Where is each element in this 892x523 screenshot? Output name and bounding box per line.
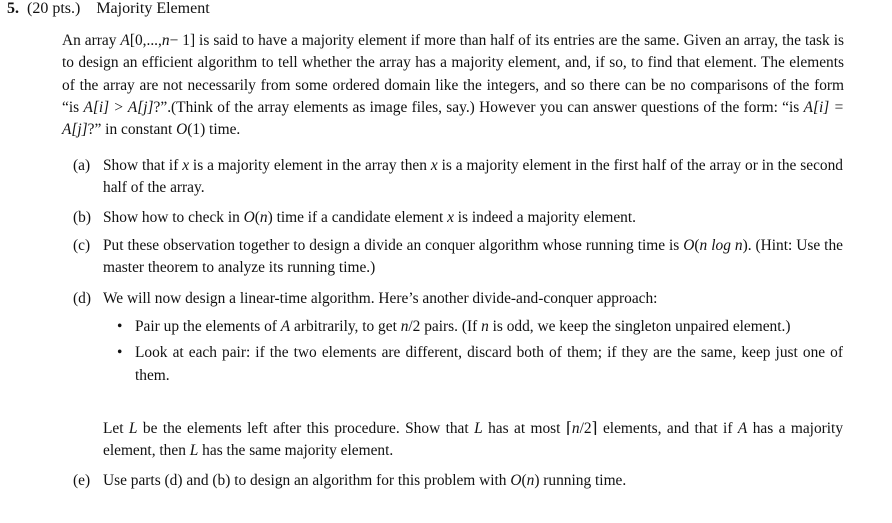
part-text: Use parts (d) and (b) to design an algorithm for this problem with — [103, 472, 511, 489]
math-var: n — [259, 209, 268, 226]
intro-text: [0,..., — [129, 32, 162, 49]
part-text: has the same majority element. — [198, 442, 394, 460]
math-var: x — [447, 209, 454, 226]
intro-text: ?” in constant — [87, 121, 177, 139]
math-var: O — [683, 237, 695, 254]
part-text: has a majority element, then — [103, 420, 844, 460]
part-text: is a majority element in the array then — [189, 157, 431, 174]
part-d-bullet-list — [103, 316, 843, 387]
math-var: O — [176, 121, 188, 139]
part-d-text: We will now design a linear-time algorithm. Here’s another divide-and-conquer approach: — [103, 290, 658, 307]
part-d-followup — [103, 418, 843, 463]
problem-heading — [7, 0, 210, 20]
math-expr: A[i] = A[j] — [62, 98, 845, 139]
part-text: is indeed a majority element. — [453, 209, 637, 226]
part-label: (c) — [73, 237, 91, 254]
part-c — [73, 235, 843, 280]
part-text: be the elements left after this procedure. Show that — [137, 420, 475, 437]
math-var: O — [510, 472, 522, 489]
part-d — [73, 288, 843, 310]
part-text: ) time if a candidate element — [267, 209, 448, 226]
part-label: (a) — [73, 157, 91, 174]
part-text: ). (Hint: Use the master theorem to analyze its running time.) — [103, 237, 843, 277]
intro-text: ?”.(Think of the array elements as image files, say.) However you can answer questions of the form: “is — [153, 98, 804, 116]
math-var: n — [526, 472, 535, 489]
part-text: is a majority element in the first half of the array or in the second half of the array. — [103, 157, 843, 197]
problem-intro — [62, 30, 844, 141]
part-e-text — [103, 470, 843, 492]
math-var: n — [400, 318, 409, 335]
intro-text: (1) time. — [187, 121, 241, 139]
part-text: Put these observation together to design a divide an conquer algorithm whose running time is — [103, 237, 684, 254]
list-item — [103, 316, 843, 338]
math-var: A — [120, 32, 130, 49]
part-text: /2⌉ elements, and that if — [579, 420, 738, 437]
bullet-text: Pair up the elements of — [135, 318, 281, 335]
intro-text: An array — [62, 32, 121, 49]
part-text: Show that if — [103, 157, 183, 174]
problem-points: (20 pts.) — [27, 0, 81, 17]
problem-title: Majority Element — [96, 0, 210, 17]
part-text: ) running time. — [534, 472, 627, 489]
part-text: ( — [694, 237, 700, 254]
part-label: (b) — [73, 209, 91, 226]
part-text: has at most ⌈ — [482, 420, 572, 437]
list-item — [103, 342, 843, 387]
bullet-icon: • — [117, 318, 123, 335]
part-text: Show how to check in — [103, 209, 244, 226]
bullet-icon: • — [117, 344, 123, 362]
math-var: x — [430, 157, 438, 174]
problem-number: 5. — [7, 0, 19, 17]
math-var: x — [182, 157, 190, 174]
bullet-text: Look at each pair: if the two elements are different, discard both of them; if they are the same, keep just one of them. — [135, 344, 843, 384]
math-var: n — [161, 32, 170, 49]
math-var: L — [128, 420, 138, 437]
part-text: ( — [254, 209, 260, 226]
part-a — [73, 155, 843, 200]
math-var: L — [474, 420, 483, 437]
part-b-text — [103, 207, 843, 229]
part-label: (e) — [73, 472, 91, 489]
bullet-text: /2 pairs. (If — [408, 318, 482, 335]
part-label: (d) — [73, 290, 91, 307]
math-expr: n log n — [699, 237, 743, 254]
part-b — [73, 207, 843, 229]
math-var: A — [280, 318, 291, 335]
math-expr: A[i] > A[j] — [83, 98, 154, 116]
bullet-text: arbitrarily, to get — [290, 318, 401, 335]
math-var: n — [571, 420, 580, 437]
part-text: ( — [521, 472, 527, 489]
math-var: L — [189, 442, 199, 460]
part-c-text — [103, 235, 843, 280]
bullet-text: is odd, we keep the singleton unpaired element.) — [488, 318, 791, 335]
math-var: O — [243, 209, 255, 226]
part-e — [73, 470, 843, 492]
math-var: A — [737, 420, 748, 437]
part-a-text — [103, 155, 843, 200]
math-var: n — [481, 318, 489, 335]
part-text: Let — [103, 420, 129, 437]
intro-text: − 1] is said to have a majority element if more than half of its entries are the same. Given an array, the task is to design an efficient algorithm to tell whether the array has a majority element, and, if so, to find that element. The elements of the array are not necessarily from some ordered domain like the integers, and so there can be no comparisons of the form “is — [62, 32, 844, 116]
